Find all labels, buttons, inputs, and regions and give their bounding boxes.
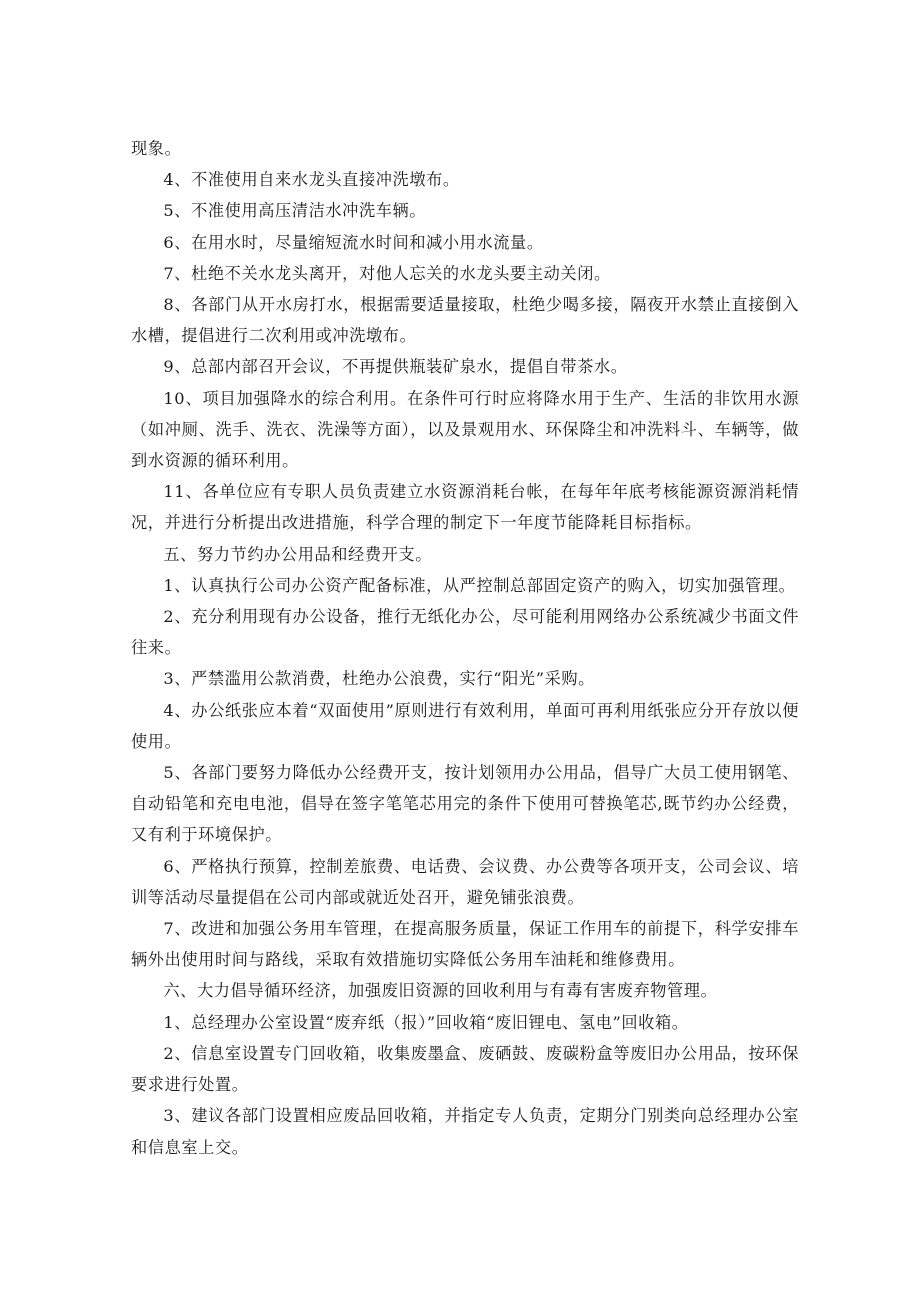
paragraph-water-4: 4、不准使用自来水龙头直接冲洗墩布。 [163,170,460,190]
paragraph-water-7: 7、杜绝不关水龙头离开，对他人忘关的水龙头要主动关闭。 [163,263,611,283]
paragraph-water-8: 8、各部门从开水房打水，根据需要适量接取，杜绝少喝多接，隔夜开水禁止直接倒入水槽，提倡进行二次利用或冲洗墩布。 [131,295,799,346]
paragraph-office-6: 6、严格执行预算，控制差旅费、电话费、会议费、办公费等各项开支，公司会议、培训等活动尽量提倡在公司内部或就近处召开，避免铺张浪费。 [131,856,799,907]
paragraph-water-11: 11、各单位应有专职人员负责建立水资源消耗台帐，在每年年底考核能源资源消耗情况，并进行分析提出改进措施，科学合理的制定下一年度节能降耗目标指标。 [131,482,799,533]
paragraph-office-1: 1、认真执行公司办公资产配备标准，从严控制总部固定资产的购入，切实加强管理。 [163,575,796,595]
paragraph-water-9: 9、总部内部召开会议，不再提供瓶装矿泉水，提倡自带茶水。 [163,357,628,377]
paragraph-continuation: 现象。 [131,139,182,158]
paragraph-water-6: 6、在用水时，尽量缩短流水时间和减小用水流量。 [163,232,544,252]
paragraph-recycle-3: 3、建议各部门设置相应废品回收箱，并指定专人负责，定期分门别类向总经理办公室和信息室上交。 [131,1106,799,1157]
paragraph-office-2: 2、充分利用现有办公设备，推行无纸化办公，尽可能利用网络办公系统减少书面文件往来。 [131,607,799,658]
paragraph-water-10: 10、项目加强降水的综合利用。在条件可行时应将降水用于生产、生活的非饮用水源（如冲厕、洗手、洗衣、洗澡等方面），以及景观用水、环保降尘和冲洗料斗、车辆等，做到水资源的循环利用。 [131,388,799,471]
paragraph-office-5: 5、各部门要努力降低办公经费开支，按计划领用办公用品，倡导广大员工使用钢笔、自动铅笔和充电电池，倡导在签字笔笔芯用完的条件下使用可替换笔芯,既节约办公经费，又有利于环境保护。 [131,763,799,845]
section-heading-5: 五、努力节约办公用品和经费开支。 [163,544,432,564]
paragraph-office-7: 7、改进和加强公务用车管理，在提高服务质量，保证工作用车的前提下，科学安排车辆外出使用时间与路线，采取有效措施切实降低公务用车油耗和维修费用。 [131,919,799,970]
paragraph-recycle-1: 1、总经理办公室设置“废弃纸（报）”回收箱“废旧锂电、氢电”回收箱。 [163,1012,689,1032]
paragraph-office-4: 4、办公纸张应本着“双面使用”原则进行有效利用，单面可再利用纸张应分开存放以便使用。 [131,700,799,751]
document-body [131,133,799,1163]
section-heading-6: 六、大力倡导循环经济，加强废旧资源的回收利用与有毒有害废弃物管理。 [163,981,718,1001]
paragraph-office-3: 3、严禁滥用公款消费，杜绝办公浪费，实行“阳光”采购。 [163,669,595,689]
paragraph-water-5: 5、不准使用高压清洁水冲洗车辆。 [163,201,427,221]
paragraph-recycle-2: 2、信息室设置专门回收箱，收集废墨盒、废硒鼓、废碳粉盒等废旧办公用品，按环保要求进行处置。 [131,1043,799,1095]
